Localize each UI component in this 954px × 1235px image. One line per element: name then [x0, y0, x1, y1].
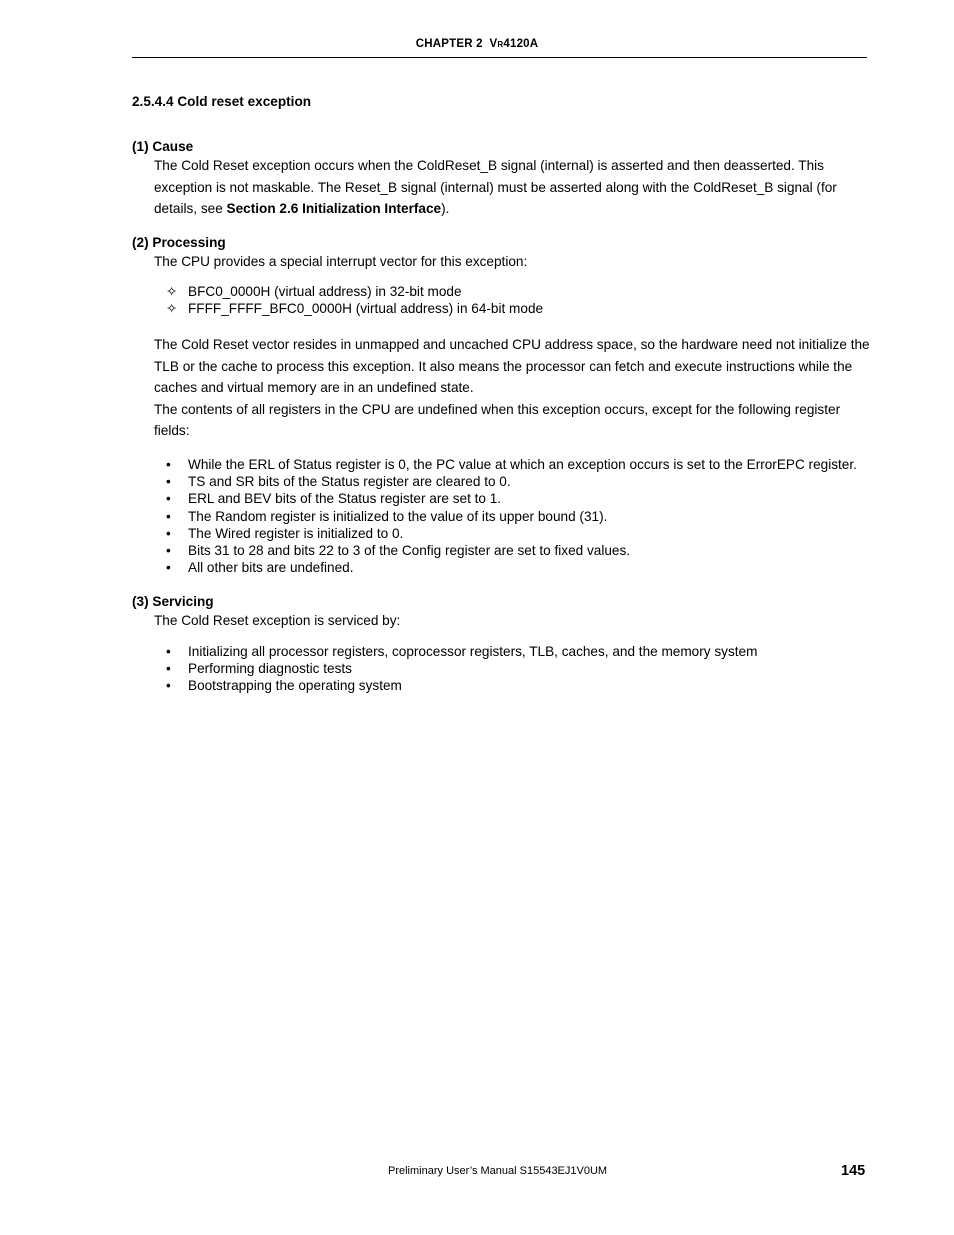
- register-field-list: [132, 456, 872, 576]
- processing-heading: (2) Processing: [132, 234, 226, 250]
- cross-reference: Section 2.6 Initialization Interface: [226, 201, 442, 216]
- servicing-intro: The Cold Reset exception is serviced by:: [154, 613, 401, 629]
- field-text: ERL and BEV bits of the Status register are set to 1.: [188, 491, 502, 507]
- bullet-icon: •: [166, 456, 171, 472]
- processing-paragraph-1: The Cold Reset vector resides in unmapped and uncached CPU address space, so the hardware need not initialize the TLB or the cache to process this exception. It also means the processor can fetch and execute instructions while the caches and virtual memory are in an undefined state.: [154, 337, 870, 396]
- list-item: [166, 542, 872, 559]
- list-item: [166, 559, 872, 576]
- processing-paragraph-2: The contents of all registers in the CPU are undefined when this exception occurs, except for the following register fields:: [154, 401, 841, 439]
- field-text: TS and SR bits of the Status register are cleared to 0.: [188, 474, 511, 490]
- bullet-icon: •: [166, 542, 171, 558]
- section-title: 2.5.4.4 Cold reset exception: [132, 94, 312, 109]
- bullet-icon: •: [166, 491, 171, 507]
- cause-section: [132, 138, 872, 220]
- list-item: [166, 525, 872, 542]
- cause-text: The Cold Reset exception occurs when the ColdReset_B signal (internal) is asserted and then deasserted. This exception is not maskable. The Reset_B signal (internal) must be asserted along with the ColdReset_B signal (for details, see: [154, 158, 837, 216]
- list-item: [166, 508, 872, 525]
- processing-intro: The CPU provides a special interrupt vector for this exception:: [154, 253, 528, 269]
- cause-text-end: ).: [441, 201, 450, 216]
- manual-reference: Preliminary User’s Manual S15543EJ1V0UM: [388, 1165, 608, 1177]
- vr-subscript: R: [497, 40, 504, 49]
- diamond-star-icon: ✧: [166, 284, 178, 299]
- servicing-list: [132, 643, 872, 695]
- servicing-section: [132, 593, 872, 694]
- bullet-icon: •: [166, 474, 171, 490]
- servicing-heading: (3) Servicing: [132, 594, 214, 610]
- list-item: [166, 660, 872, 677]
- field-text: Bits 31 to 28 and bits 22 to 3 of the Config register are set to fixed values.: [188, 542, 631, 558]
- list-item: [166, 473, 872, 490]
- field-text: All other bits are undefined.: [188, 560, 354, 576]
- bullet-icon: •: [166, 678, 171, 694]
- list-item: [166, 643, 872, 660]
- vector-text: BFC0_0000H (virtual address) in 32-bit mode: [188, 284, 462, 299]
- field-text: The Wired register is initialized to 0.: [188, 525, 404, 541]
- list-item: [166, 677, 872, 694]
- header-rule: [132, 57, 867, 58]
- bullet-icon: •: [166, 560, 171, 576]
- diamond-star-icon: ✧: [166, 301, 178, 317]
- field-text: The Random register is initialized to the value of its upper bound (31).: [188, 508, 608, 524]
- running-header: [0, 38, 954, 50]
- vector-list: [132, 283, 872, 317]
- field-text: While the ERL of Status register is 0, the PC value at which an exception occurs is set to the ErrorEPC register.: [188, 456, 857, 472]
- list-item: [166, 283, 872, 300]
- servicing-text: Bootstrapping the operating system: [188, 678, 402, 694]
- bullet-icon: •: [166, 508, 171, 524]
- chapter-label: CHAPTER 2: [415, 38, 483, 50]
- bullet-icon: •: [166, 525, 171, 541]
- bullet-icon: •: [166, 661, 171, 677]
- cause-paragraph: [154, 155, 872, 220]
- processing-section: [132, 234, 872, 577]
- vr-model: 4120A: [503, 38, 539, 50]
- list-item: [166, 456, 872, 473]
- servicing-text: Performing diagnostic tests: [188, 661, 352, 677]
- list-item: [166, 300, 872, 317]
- cause-heading: (1) Cause: [132, 139, 194, 154]
- servicing-text: Initializing all processor registers, coprocessor registers, TLB, caches, and the memory system: [188, 643, 758, 659]
- vr-prefix: V: [489, 38, 498, 50]
- list-item: [166, 490, 872, 507]
- vector-text: FFFF_FFFF_BFC0_0000H (virtual address) in 64-bit mode: [188, 301, 544, 317]
- page-content: [132, 93, 872, 694]
- bullet-icon: •: [166, 643, 171, 659]
- page-number: 145: [841, 1163, 866, 1179]
